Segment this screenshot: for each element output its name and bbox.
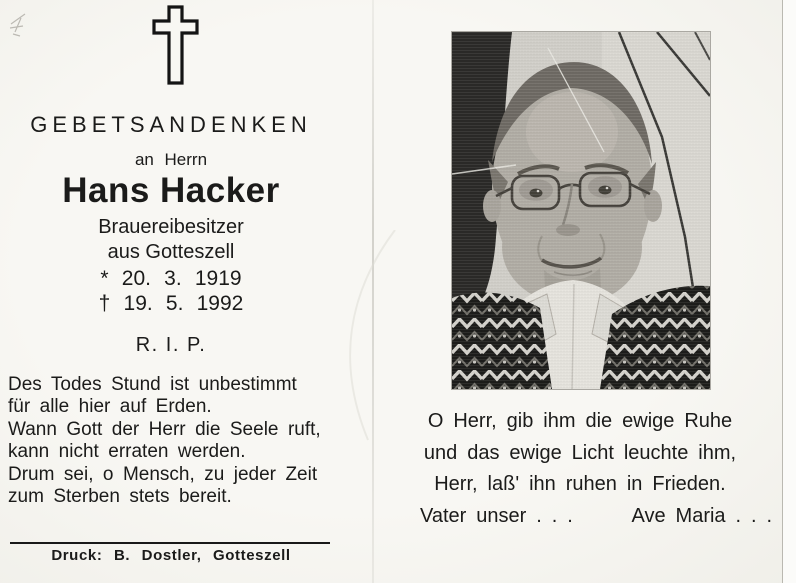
birth-date: * 20. 3. 1919 [100,267,242,290]
card-heading: GEBETSANDENKEN [30,112,312,137]
poem-line: für alle hier auf Erden. [8,396,212,418]
right-fold-line [782,0,783,583]
prayer-line: O Herr, gib ihm die ewige Ruhe [427,410,733,432]
salutation-text: an Herrn [134,150,208,169]
prayer-line: Vater unser . . . Ave Maria . . . [420,505,773,528]
footer-divider [10,542,330,544]
rip-text: R. I. P. [135,334,207,356]
scan-right-margin [783,0,796,583]
poem-line: Wann Gott der Herr die Seele ruft, [8,418,321,440]
poem-line: zum Sterben stets bereit. [8,486,232,508]
prayer-line: und das ewige Licht leuchte ihm, [423,441,737,464]
prayer-text [420,406,773,533]
prayer-line: Herr, laß' ihn ruhen in Frieden. [434,473,726,496]
deceased-occupation: Brauereibesitzer [98,216,244,238]
cross-icon [151,5,199,85]
printer-credit: Druck: B. Dostler, Gotteszell [51,547,291,564]
poem-line: Drum sei, o Mensch, zu jeder Zeit [8,463,318,485]
pencil-scribble-mark [5,12,31,40]
portrait-photo [452,32,710,389]
poem-line: Des Todes Stund ist unbestimmt [8,374,297,395]
deceased-name: Hans Hacker [62,171,280,210]
memorial-poem [8,374,338,508]
death-date: † 19. 5. 1992 [98,292,244,315]
deceased-origin: aus Gotteszell [107,241,235,263]
poem-line: kann nicht erraten werden. [8,441,246,463]
